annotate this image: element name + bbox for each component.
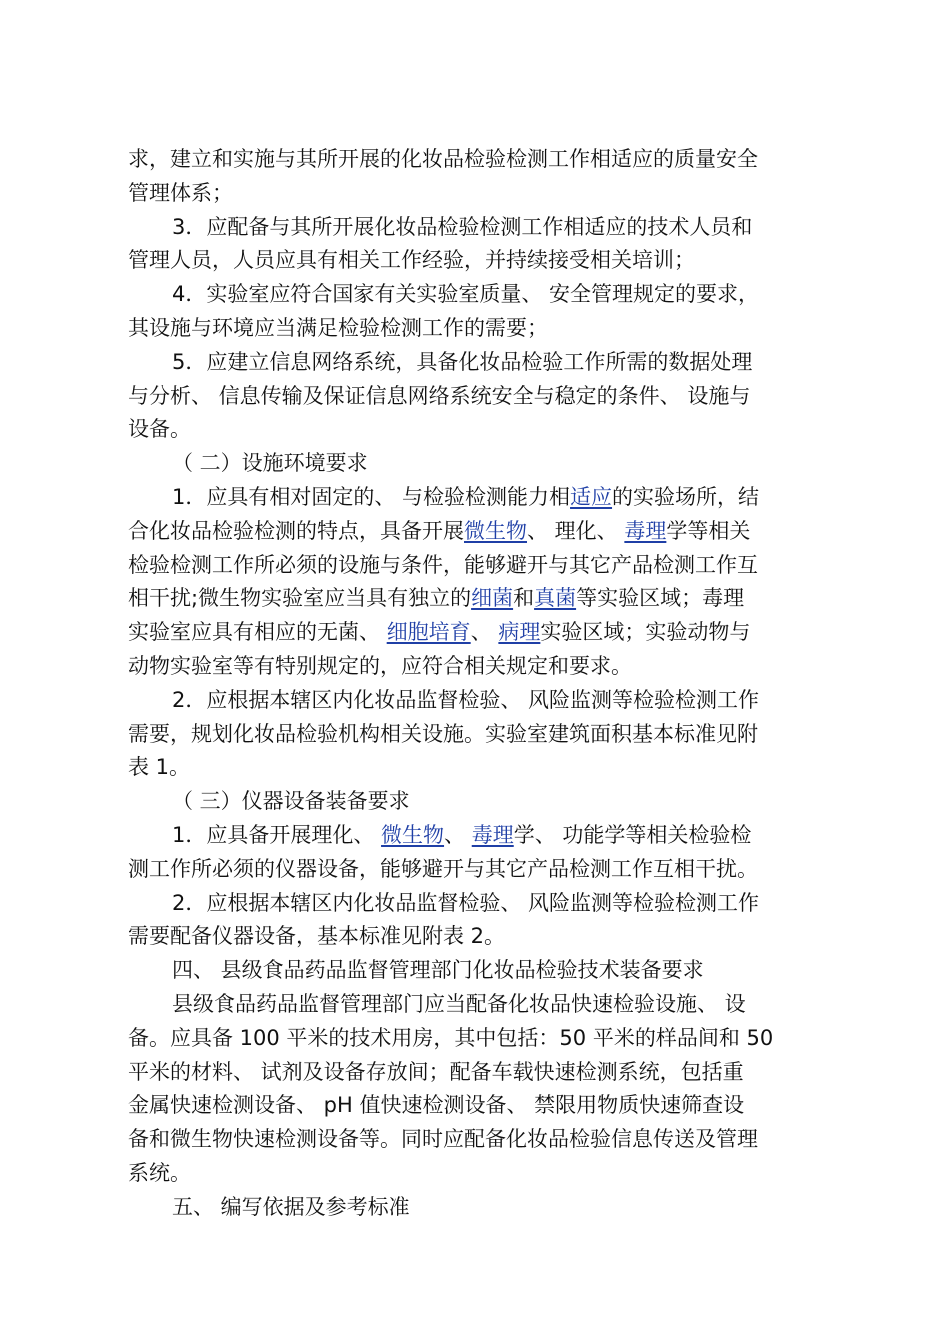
text-segment: 1．应具有相对固定的、 与检验检测能力相 (172, 485, 571, 509)
text-segment: 相干扰;微生物实验室应当具有独立的 (128, 586, 472, 611)
text-segment: （ 二）设施环境要求 (172, 451, 368, 476)
hyperlink[interactable]: 毒理 (471, 823, 514, 847)
text-line (172, 886, 759, 920)
text-line (128, 1088, 744, 1122)
text-segment: 和 (513, 586, 535, 611)
text-segment: 五、 编写依据及参考标准 (172, 1194, 410, 1219)
text-segment: 表 1。 (128, 755, 191, 780)
text-segment: 其设施与环境应当满足检验检测工作的需要； (128, 316, 548, 340)
text-line (172, 446, 368, 480)
text-segment: 、 理化、 (527, 518, 625, 543)
text-segment: （ 三）仪器设备装备要求 (172, 789, 410, 814)
text-segment: 等实验区域；毒理 (576, 586, 745, 611)
text-segment: 金属快速检测设备、 pH 值快速检测设备、 禁限用物质快速筛查设 (128, 1093, 745, 1118)
text-line (128, 1021, 773, 1055)
text-line (172, 345, 752, 379)
text-line (172, 210, 752, 244)
hyperlink[interactable]: 细菌 (471, 586, 514, 611)
hyperlink[interactable]: 病理 (498, 620, 541, 645)
text-line (128, 581, 744, 615)
text-segment: 1．应具备开展理化、 (172, 823, 382, 847)
text-segment: 需要配备仪器设备，基本标准见附表 2。 (128, 924, 506, 949)
text-segment: 四、 县级食品药品监督管理部门化妆品检验技术装备要求 (172, 958, 704, 983)
text-line (172, 818, 751, 852)
hyperlink[interactable]: 微生物 (464, 518, 527, 543)
text-segment: 动物实验室等有特别规定的，应符合相关规定和要求。 (128, 654, 632, 678)
text-line (128, 311, 548, 345)
text-line (128, 176, 233, 210)
hyperlink[interactable]: 毒理 (624, 518, 667, 543)
text-line (128, 919, 505, 953)
text-segment: 学等相关 (666, 518, 751, 543)
text-segment: 、 (470, 620, 499, 645)
text-line (128, 1122, 758, 1156)
text-segment: 与分析、 信息传输及保证信息网络系统安全与稳定的条件、 设施与 (128, 383, 751, 408)
hyperlink[interactable]: 微生物 (381, 823, 445, 847)
text-line (128, 548, 758, 582)
text-line (128, 243, 695, 277)
text-segment: 检验检测工作所必须的设施与条件，能够避开与其它产品检测工作互 (128, 552, 758, 577)
text-line (172, 1190, 410, 1224)
text-line (128, 649, 632, 683)
text-segment: 测工作所必须的仪器设备，能够避开与其它产品检测工作互相干扰。 (128, 856, 758, 881)
text-line (172, 953, 704, 987)
hyperlink[interactable]: 适应 (570, 485, 613, 509)
text-segment: 设备。 (128, 417, 191, 442)
text-line (128, 1055, 744, 1089)
text-segment: 4．实验室应符合国家有关实验室质量、 安全管理规定的要求， (172, 282, 760, 307)
text-line (128, 852, 758, 886)
text-segment: 系统。 (128, 1161, 191, 1185)
text-line (172, 683, 759, 717)
text-line (128, 412, 191, 446)
text-segment: 、 (444, 823, 472, 847)
text-segment: 5．应建立信息网络系统，具备化妆品检验工作所需的数据处理 (172, 349, 753, 374)
text-line (172, 987, 746, 1021)
text-segment: 实验室应具有相应的无菌、 (128, 620, 387, 645)
text-line (128, 379, 750, 413)
text-segment: 3．应配备与其所开展化妆品检验检测工作相适应的技术人员和 (172, 214, 753, 239)
text-segment: 的实验场所，结 (612, 485, 760, 509)
text-segment: 备。应具备 100 平米的技术用房，其中包括：50 平米的样品间和 50 (128, 1025, 774, 1050)
text-line (128, 1156, 191, 1190)
text-segment: 2．应根据本辖区内化妆品监督检验、 风险监测等检验检测工作 (172, 890, 760, 915)
text-line (172, 480, 759, 514)
hyperlink[interactable]: 细胞培育 (386, 620, 471, 645)
text-segment: 县级食品药品监督管理部门应当配备化妆品快速检验设施、 设 (172, 992, 746, 1016)
text-segment: 备和微生物快速检测设备等。同时应配备化妆品检验信息传送及管理 (128, 1127, 758, 1152)
text-segment: 管理体系； (128, 180, 233, 205)
text-segment: 求，建立和实施与其所开展的化妆品检验检测工作相适应的质量安全 (128, 147, 758, 171)
text-line (128, 514, 750, 548)
text-line (172, 277, 759, 311)
hyperlink[interactable]: 真菌 (534, 586, 577, 611)
text-line (128, 750, 190, 784)
text-line (128, 142, 758, 176)
text-line (128, 717, 758, 751)
text-segment: 合化妆品检验检测的特点，具备开展 (128, 518, 464, 543)
text-segment: 2．应根据本辖区内化妆品监督检验、 风险监测等检验检测工作 (172, 687, 760, 712)
text-segment: 学、 功能学等相关检验检 (513, 823, 752, 847)
text-line (128, 615, 750, 649)
text-segment: 需要，规划化妆品检验机构相关设施。实验室建筑面积基本标准见附 (128, 721, 758, 746)
text-line (172, 784, 410, 818)
text-segment: 实验区域；实验动物与 (540, 620, 751, 645)
text-segment: 平米的材料、 试剂及设备存放间；配备车载快速检测系统，包括重 (128, 1059, 744, 1084)
text-segment: 管理人员，人员应具有相关工作经验，并持续接受相关培训； (128, 248, 695, 273)
